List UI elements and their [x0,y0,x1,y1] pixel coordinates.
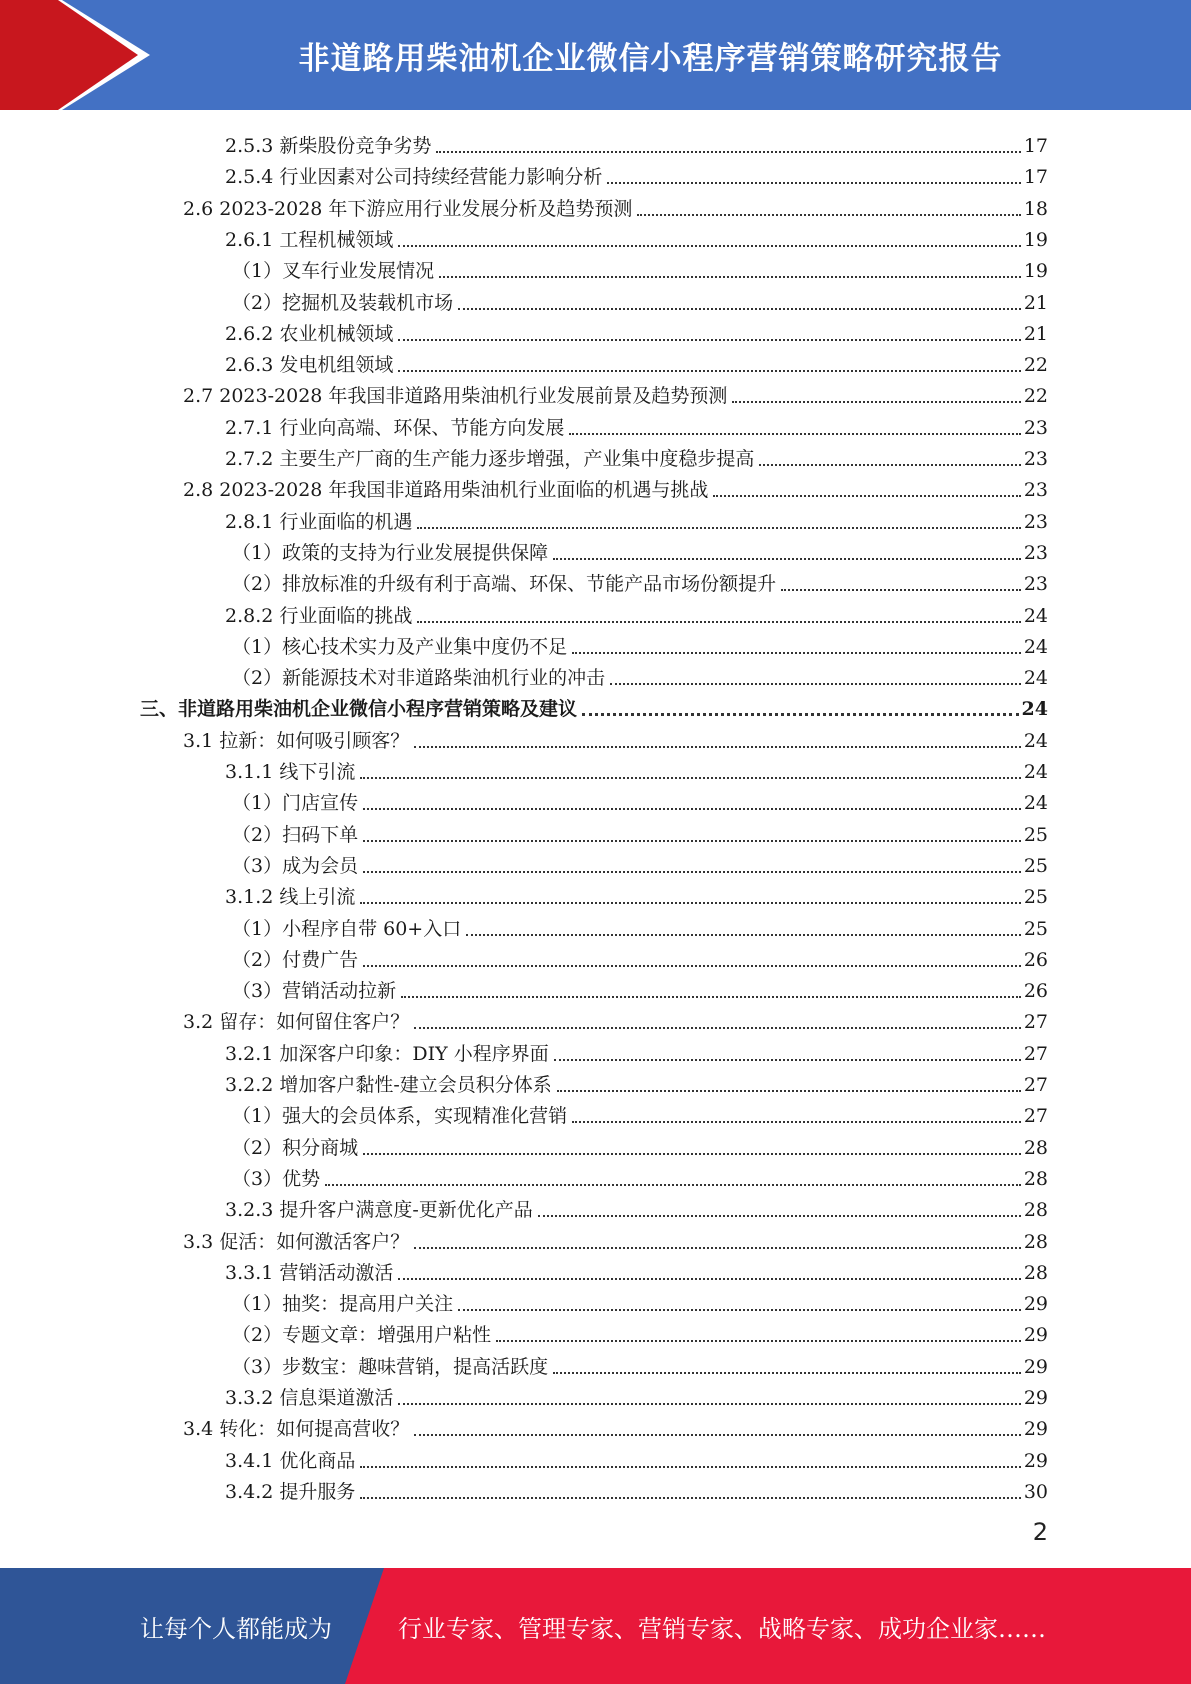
toc-entry-title: 2.6.1 工程机械领域 [225,228,394,251]
footer-slogan-left: 让每个人都能成为 [140,1614,332,1643]
toc-entry-page: 28 [1023,1230,1048,1253]
toc-dot-leader [557,1090,1021,1092]
toc-entry-title: 3.2.1 加深客户印象：DIY 小程序界面 [225,1042,549,1065]
toc-dot-leader [360,1466,1020,1468]
toc-entry-title: 3.2.2 增加客户黏性-建立会员积分体系 [225,1074,552,1096]
toc-entry-page: 28 [1023,1199,1048,1222]
toc-entry[interactable] [225,660,1048,691]
toc-entry-title: 2.8.2 行业面临的挑战 [225,604,413,627]
toc-entry-page: 26 [1023,980,1048,1003]
toc-dot-leader [436,151,1020,153]
toc-entry[interactable] [225,347,1048,378]
toc-dot-leader [572,1121,1021,1123]
toc-dot-leader [538,1215,1021,1217]
toc-entry-page: 30 [1023,1480,1048,1503]
toc-entry-title: 3.1 拉新：如何吸引顾客？ [183,729,410,752]
toc-entry-page: 23 [1023,541,1048,564]
toc-entry[interactable] [183,723,1048,754]
toc-entry[interactable] [225,848,1048,879]
toc-entry-title: 3.3.1 营销活动激活 [225,1261,394,1284]
toc-entry-title: 2.6.2 农业机械领域 [225,322,394,345]
toc-entry-page: 25 [1023,886,1048,909]
toc-entry-page: 28 [1023,1136,1048,1159]
toc-dot-leader [414,1434,1021,1436]
toc-entry-page: 23 [1023,416,1048,439]
toc-entry-title: （1）抽奖：提高用户关注 [232,1293,454,1316]
toc-entry-page: 24 [1023,792,1048,815]
toc-entry-page: 29 [1023,1387,1048,1409]
toc-entry-page: 27 [1023,1074,1048,1096]
toc-entry-page: 21 [1023,322,1048,345]
toc-entry-title: 2.8.1 行业面临的机遇 [225,510,413,533]
toc-entry-title: （2）积分商城 [232,1136,359,1159]
toc-entry[interactable] [225,911,1048,942]
toc-entry-page: 29 [1023,1355,1048,1378]
toc-dot-leader [458,1309,1021,1311]
toc-entry-page: 28 [1023,1261,1048,1284]
toc-entry-title: （1）核心技术实力及产业集中度仍不足 [232,635,568,658]
toc-dot-leader [466,934,1021,936]
toc-entry-title: 2.8 2023-2028 年我国非道路用柴油机行业面临的机遇与挑战 [183,479,709,502]
toc-entry[interactable] [225,1098,1048,1129]
toc-dot-leader [398,370,1020,372]
toc-dot-leader [569,433,1020,435]
toc-dot-leader [554,1059,1021,1061]
toc-dot-leader [458,308,1021,310]
toc-entry[interactable] [225,1161,1048,1192]
toc-dot-leader [417,527,1020,529]
toc-entry[interactable] [225,754,1048,785]
toc-entry-page: 24 [1023,761,1048,783]
toc-entry[interactable] [225,817,1048,848]
toc-entry[interactable] [225,504,1048,535]
toc-entry-page: 25 [1023,823,1048,846]
toc-entry-page: 24 [1023,729,1048,752]
toc-entry-page: 19 [1023,228,1048,251]
toc-entry-page: 23 [1023,573,1048,596]
footer-slogan-right: 行业专家、管理专家、营销专家、战略专家、成功企业家…… [398,1614,1046,1643]
toc-entry-title: （1）强大的会员体系，实现精准化营销 [232,1105,568,1128]
toc-entry[interactable] [225,629,1048,660]
toc-entry-page: 29 [1023,1449,1048,1472]
toc-entry-title: 3.1.2 线上引流 [225,886,356,909]
toc-entry-title: （1）门店宣传 [232,792,359,815]
page-header [0,0,1191,110]
toc-entry-page: 24 [1023,667,1048,690]
toc-entry[interactable] [225,285,1048,316]
toc-entry-page: 24 [1023,635,1048,658]
toc-dot-leader [398,1278,1020,1280]
toc-entry[interactable] [225,535,1048,566]
toc-entry[interactable] [183,1411,1048,1442]
toc-entry-page: 27 [1023,1011,1048,1034]
toc-entry[interactable] [225,1192,1048,1223]
toc-entry[interactable] [225,253,1048,284]
toc-entry-title: 3.4.1 优化商品 [225,1449,356,1472]
toc-entry-page: 18 [1023,197,1048,220]
toc-entry[interactable] [225,1130,1048,1161]
toc-entry-page: 17 [1023,166,1048,189]
toc-entry-page: 28 [1023,1167,1048,1190]
toc-dot-leader [414,746,1021,748]
toc-dot-leader [325,1184,1021,1186]
toc-entry[interactable] [225,879,1048,910]
toc-entry-page: 24 [1021,698,1048,721]
toc-entry-title: 3.4.2 提升服务 [225,1480,356,1503]
toc-dot-leader [439,276,1021,278]
toc-entry-page: 23 [1023,479,1048,502]
toc-entry-title: （2）扫码下单 [232,823,359,846]
toc-entry-title: 3.1.1 线下引流 [225,761,356,783]
toc-dot-leader [360,777,1020,779]
toc-entry[interactable] [183,472,1048,503]
toc-entry-page: 17 [1023,135,1048,157]
toc-entry-title: 2.5.4 行业因素对公司持续经营能力影响分析 [225,166,603,189]
toc-dot-leader [363,840,1021,842]
toc-dot-leader [363,1153,1021,1155]
toc-entry-page: 23 [1023,510,1048,533]
toc-dot-leader [360,902,1020,904]
toc-entry-page: 27 [1023,1042,1048,1065]
toc-entry[interactable] [225,128,1048,159]
toc-dot-leader [732,401,1020,403]
toc-entry-title: （3）营销活动拉新 [232,980,397,1003]
toc-entry[interactable] [225,942,1048,973]
toc-entry-title: 2.6 2023-2028 年下游应用行业发展分析及趋势预测 [183,197,633,220]
toc-entry[interactable] [225,1443,1048,1474]
toc-entry-page: 21 [1023,291,1048,314]
toc-entry-title: （2）新能源技术对非道路柴油机行业的冲击 [232,667,606,690]
toc-dot-leader [398,1403,1020,1405]
toc-entry-title: （1）政策的支持为行业发展提供保障 [232,541,549,564]
toc-entry-title: （3）优势 [232,1167,321,1190]
toc-entry-title: 2.5.3 新柴股份竞争劣势 [225,135,432,157]
toc-dot-leader [401,996,1021,998]
toc-entry-title: 2.7.1 行业向高端、环保、节能方向发展 [225,416,565,439]
toc-dot-leader [363,965,1021,967]
toc-entry[interactable] [225,566,1048,597]
toc-entry[interactable] [225,316,1048,347]
toc-entry-title: 三、非道路用柴油机企业微信小程序营销策略及建议 [140,698,578,721]
toc-entry-title: 3.2 留存：如何留住客户？ [183,1011,410,1034]
toc-entry-title: 2.7 2023-2028 年我国非道路用柴油机行业发展前景及趋势预测 [183,385,728,408]
toc-entry[interactable] [225,1067,1048,1098]
toc-entry[interactable] [225,1474,1048,1505]
toc-dot-leader [398,245,1020,247]
toc-dot-leader [582,713,1019,716]
toc-entry[interactable] [183,1004,1048,1035]
toc-entry-title: （3）成为会员 [232,854,359,877]
toc-entry[interactable] [225,1036,1048,1067]
toc-entry-page: 27 [1023,1105,1048,1128]
toc-dot-leader [553,1372,1021,1374]
toc-dot-leader [496,1340,1021,1342]
toc-dot-leader [414,1027,1021,1029]
toc-entry-title: （1）叉车行业发展情况 [232,260,435,283]
toc-entry[interactable] [225,1349,1048,1380]
toc-dot-leader [759,464,1020,466]
toc-entry[interactable] [225,598,1048,629]
toc-entry-page: 29 [1023,1293,1048,1316]
toc-dot-leader [363,808,1021,810]
toc-dot-leader [781,589,1021,591]
toc-entry[interactable] [225,222,1048,253]
toc-entry[interactable] [225,973,1048,1004]
toc-entry-title: 3.3 促活：如何激活客户？ [183,1230,410,1253]
page-footer [0,1568,1191,1684]
toc-entry-title: （2）付费广告 [232,948,359,971]
toc-dot-leader [713,495,1020,497]
toc-entry-page: 29 [1023,1324,1048,1347]
toc-entry[interactable] [225,1286,1048,1317]
toc-entry[interactable] [225,1317,1048,1348]
toc-entry[interactable] [183,1224,1048,1255]
toc-entry-page: 25 [1023,854,1048,877]
toc-entry-title: 2.6.3 发电机组领域 [225,354,394,377]
toc-dot-leader [398,339,1020,341]
toc-entry[interactable] [225,1255,1048,1286]
toc-entry-title: 3.2.3 提升客户满意度-更新优化产品 [225,1199,533,1222]
toc-entry-page: 26 [1023,948,1048,971]
report-title: 非道路用柴油机企业微信小程序营销策略研究报告 [298,40,1003,77]
toc-entry-page: 19 [1023,260,1048,283]
toc-entry[interactable] [183,191,1048,222]
toc-entry[interactable] [183,378,1048,409]
toc-entry-title: 2.7.2 主要生产厂商的生产能力逐步增强，产业集中度稳步提高 [225,448,755,470]
toc-dot-leader [637,214,1020,216]
toc-dot-leader [417,621,1020,623]
toc-dot-leader [414,1247,1021,1249]
toc-entry-page: 25 [1023,917,1048,940]
toc-entry-title: 3.4 转化：如何提高营收？ [183,1418,410,1441]
toc-entry-page: 22 [1023,385,1048,408]
toc-entry-page: 29 [1023,1418,1048,1441]
header-chevron-decoration [0,0,160,110]
toc-dot-leader [610,683,1021,685]
toc-entry[interactable] [225,1380,1048,1411]
toc-dot-leader [363,871,1021,873]
toc-dot-leader [360,1497,1020,1499]
toc-entry-title: （2）排放标准的升级有利于高端、环保、节能产品市场份额提升 [232,573,777,596]
toc-entry-title: （1）小程序自带 60+入口 [232,917,462,940]
page-number: 2 [1032,1518,1048,1546]
toc-entry-title: （2）挖掘机及装载机市场 [232,291,454,314]
toc-entry-page: 22 [1023,354,1048,377]
toc-entry-page: 24 [1023,604,1048,627]
toc-dot-leader [553,558,1021,560]
toc-entry-page: 23 [1023,448,1048,470]
toc-entry[interactable] [225,785,1048,816]
toc-entry-title: （2）专题文章：增强用户粘性 [232,1324,492,1347]
toc-entry[interactable] [225,410,1048,441]
toc-entry-title: （3）步数宝：趣味营销，提高活跃度 [232,1355,549,1378]
toc-dot-leader [572,652,1021,654]
toc-entry[interactable] [225,441,1048,472]
toc-entry[interactable] [225,159,1048,190]
toc-entry[interactable] [140,691,1048,722]
toc-entry-title: 3.3.2 信息渠道激活 [225,1387,394,1409]
toc-dot-leader [607,182,1020,184]
